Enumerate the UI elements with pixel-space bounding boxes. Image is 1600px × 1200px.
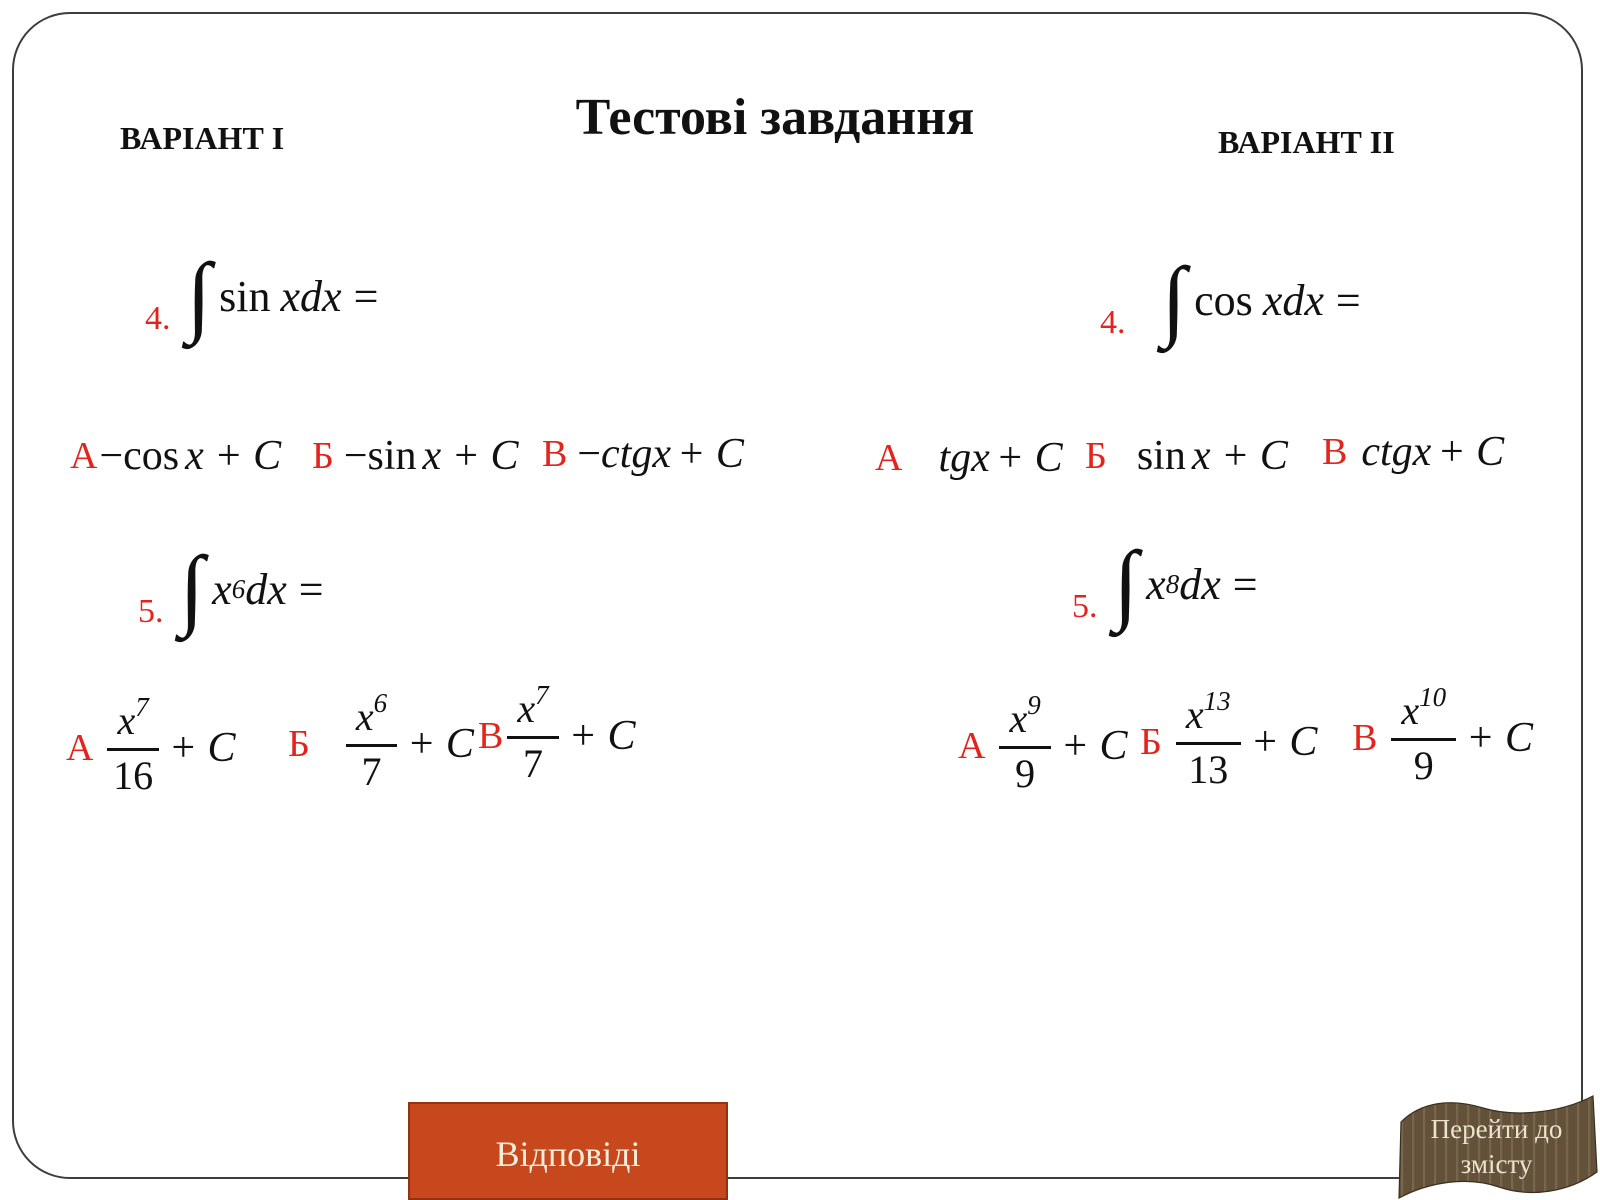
variable-term: xdx [280, 271, 342, 321]
v2-q4-answer-v [1322, 424, 1504, 480]
question-number: 4. [145, 300, 171, 337]
expression-tail: + C [1250, 719, 1318, 765]
numerator-exponent: 7 [535, 679, 549, 710]
question-number: 5. [138, 593, 164, 630]
numerator-base: x [355, 693, 374, 739]
v2-q4-answer-a [875, 430, 1063, 486]
variable-term: xdx [1262, 275, 1324, 325]
option-letter: Б [1140, 721, 1162, 763]
toc-label-line1: Перейти до [1430, 1114, 1563, 1144]
equals-sign: = [1232, 559, 1258, 609]
minus-sign: − [577, 431, 602, 477]
option-letter: В [542, 433, 568, 475]
answers-button-label: Відповіді [495, 1134, 641, 1174]
v1-question-4 [145, 246, 379, 346]
integral-sign: ∫ [1113, 534, 1139, 634]
option-letter: В [1322, 431, 1348, 473]
go-to-contents-label [1393, 1112, 1600, 1182]
v2-q5-answer-b [1140, 682, 1317, 802]
option-letter: В [478, 715, 504, 757]
fraction [999, 689, 1050, 799]
variable-base: x [212, 564, 232, 614]
v1-q5-answer-b [288, 684, 474, 804]
fraction [1176, 685, 1241, 795]
function-name: cos [1194, 275, 1253, 325]
expression-tail: + C [1437, 429, 1505, 475]
question-number: 4. [1100, 304, 1126, 341]
numerator-base: x [517, 685, 536, 731]
denominator: 7 [361, 748, 382, 794]
expression-tail: x + C [185, 433, 282, 479]
function-name: ctgx [1361, 429, 1432, 475]
integral-sign: ∫ [179, 539, 205, 639]
expression-tail: + C [407, 721, 474, 767]
v1-q5-answer-v [478, 676, 635, 796]
numerator-base: x [1009, 695, 1028, 741]
expression-tail: + C [568, 713, 636, 759]
denominator: 16 [113, 752, 154, 798]
v1-question-5: 5. ∫ x 6 dx = [138, 539, 324, 639]
denominator: 9 [1015, 750, 1036, 796]
function-name: sin [219, 271, 271, 321]
page-title: Тестові завдання [575, 89, 975, 146]
fraction [507, 679, 558, 789]
numerator-exponent: 7 [135, 691, 149, 722]
function-name: cos [123, 433, 180, 479]
expression-tail: + C [995, 435, 1063, 481]
expression-tail: + C [677, 431, 744, 477]
v1-q5-answer-a [66, 688, 236, 808]
expression-tail: + C [1466, 715, 1533, 761]
equals-sign: = [1335, 275, 1361, 325]
go-to-contents-button[interactable] [1393, 1086, 1600, 1200]
expression-tail: x + C [1191, 433, 1288, 479]
question-number: 5. [1072, 588, 1098, 625]
expression-tail: + C [1060, 723, 1128, 769]
function-name: sin [1136, 433, 1186, 479]
integral-sign: ∫ [186, 246, 212, 346]
minus-sign: − [99, 433, 124, 479]
toc-label-line2: змісту [1460, 1149, 1533, 1180]
variant1-label: ВАРІАНТ I [120, 120, 285, 156]
integral-sign: ∫ [1161, 250, 1187, 350]
fraction [1391, 681, 1456, 791]
minus-sign: − [343, 433, 368, 479]
option-letter: А [875, 437, 903, 479]
answers-button[interactable] [408, 1102, 728, 1200]
v1-q4-answer-a [70, 428, 281, 484]
v2-q4-answer-b [1085, 428, 1288, 484]
equals-sign: = [353, 271, 379, 321]
numerator-exponent: 6 [373, 687, 388, 718]
variable-base: x [1146, 559, 1166, 609]
option-letter: А [958, 725, 986, 767]
equals-sign: = [298, 564, 324, 614]
differential: dx [1179, 559, 1221, 609]
option-letter: Б [288, 723, 310, 765]
option-letter: Б [1085, 435, 1107, 477]
v2-question-5: 5. ∫ x 8 dx = [1072, 534, 1258, 634]
option-letter: А [66, 727, 94, 769]
denominator: 9 [1413, 742, 1434, 788]
option-letter: Б [312, 435, 334, 477]
option-letter: А [70, 435, 98, 477]
variant2-label: ВАРІАНТ II [1218, 124, 1395, 160]
expression-tail: + C [168, 725, 236, 771]
differential: dx [245, 564, 287, 614]
numerator-base: x [117, 697, 136, 743]
v2-q5-answer-a [958, 686, 1128, 806]
fraction [346, 687, 397, 797]
function-name: sin [367, 433, 417, 479]
numerator-exponent: 10 [1419, 681, 1447, 712]
v1-q4-answer-b [312, 428, 519, 484]
denominator: 7 [522, 740, 543, 786]
fraction [107, 691, 158, 801]
expression-tail: x + C [422, 433, 519, 479]
numerator-base: x [1185, 691, 1204, 737]
numerator-exponent: 9 [1027, 689, 1041, 720]
v2-question-4 [1100, 250, 1361, 350]
v1-q4-answer-v [542, 426, 744, 482]
function-name: ctgx [601, 431, 671, 477]
numerator-base: x [1401, 687, 1420, 733]
option-letter: В [1352, 717, 1378, 759]
function-name: tgx [938, 435, 990, 481]
numerator-exponent: 13 [1203, 685, 1231, 716]
v2-q5-answer-v [1352, 678, 1533, 798]
denominator: 13 [1188, 746, 1229, 792]
